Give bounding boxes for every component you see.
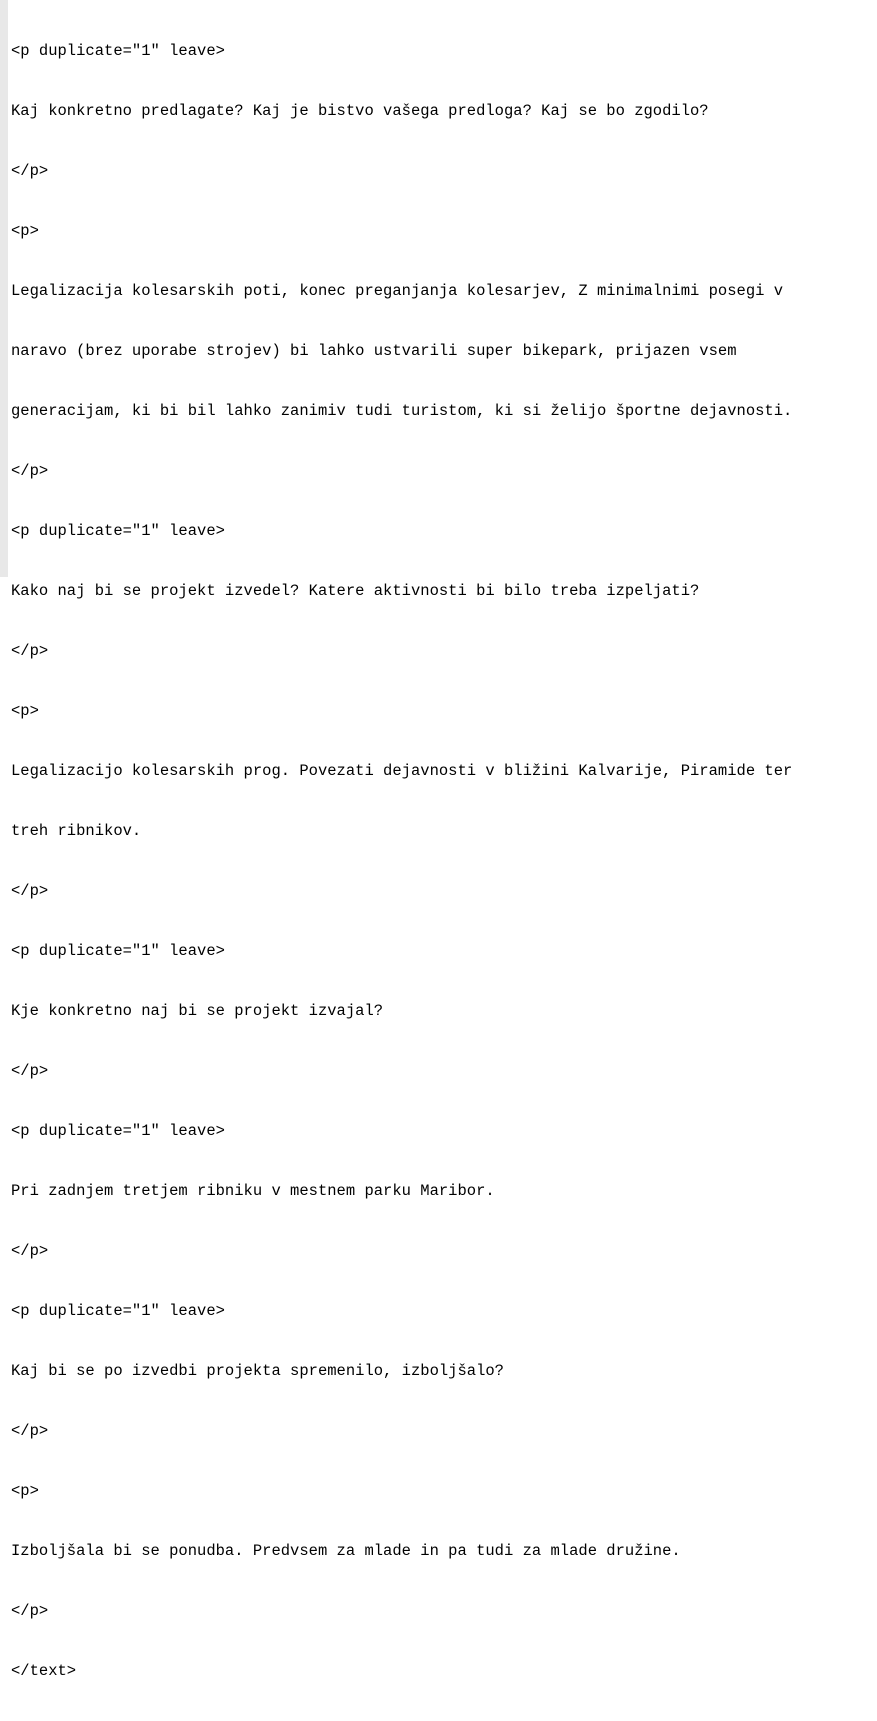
text-line: <p> — [11, 222, 39, 240]
text-line: naravo (brez uporabe strojev) bi lahko ustvarili super bikepark, prijazen vsem — [11, 342, 737, 360]
text-line: treh ribnikov. — [11, 822, 142, 840]
text-line: </p> — [11, 1422, 49, 1440]
text-line: </p> — [11, 462, 49, 480]
text-line: </p> — [11, 1602, 49, 1620]
text-line: </p> — [11, 162, 49, 180]
text-line: Kaj konkretno predlagate? Kaj je bistvo vašega predloga? Kaj se bo zgodilo? — [11, 102, 709, 120]
text-line: </p> — [11, 1242, 49, 1260]
text-line: <p duplicate="1" leave> — [11, 1122, 225, 1140]
left-margin-gutter — [0, 0, 8, 577]
text-line: Kako naj bi se projekt izvedel? Katere aktivnosti bi bilo treba izpeljati? — [11, 582, 700, 600]
text-line: Pri zadnjem tretjem ribniku v mestnem parku Maribor. — [11, 1182, 495, 1200]
text-line: Izboljšala bi se ponudba. Predvsem za mlade in pa tudi za mlade družine. — [11, 1542, 681, 1560]
text-line: Kje konkretno naj bi se projekt izvajal? — [11, 1002, 384, 1020]
text-line: </p> — [11, 882, 49, 900]
text-line: </text> — [11, 1662, 77, 1680]
text-line: Kaj bi se po izvedbi projekta spremenilo, izboljšalo? — [11, 1362, 504, 1380]
text-line: </p> — [11, 1062, 49, 1080]
text-line: <p duplicate="1" leave> — [11, 522, 225, 540]
text-line: generacijam, ki bi bil lahko zanimiv tudi turistom, ki si želijo športne dejavnosti. — [11, 402, 793, 420]
text-line: <p duplicate="1" leave> — [11, 1302, 225, 1320]
text-line: <p> — [11, 702, 39, 720]
text-content[interactable] — [11, 1, 877, 1721]
text-line: Legalizacijo kolesarskih prog. Povezati dejavnosti v bližini Kalvarije, Piramide ter — [11, 762, 793, 780]
text-line: <p duplicate="1" leave> — [11, 42, 225, 60]
text-line: <p duplicate="1" leave> — [11, 942, 225, 960]
text-line: Legalizacija kolesarskih poti, konec preganjanja kolesarjev, Z minimalnimi posegi v — [11, 282, 784, 300]
text-line: </p> — [11, 642, 49, 660]
text-line: <p> — [11, 1482, 39, 1500]
